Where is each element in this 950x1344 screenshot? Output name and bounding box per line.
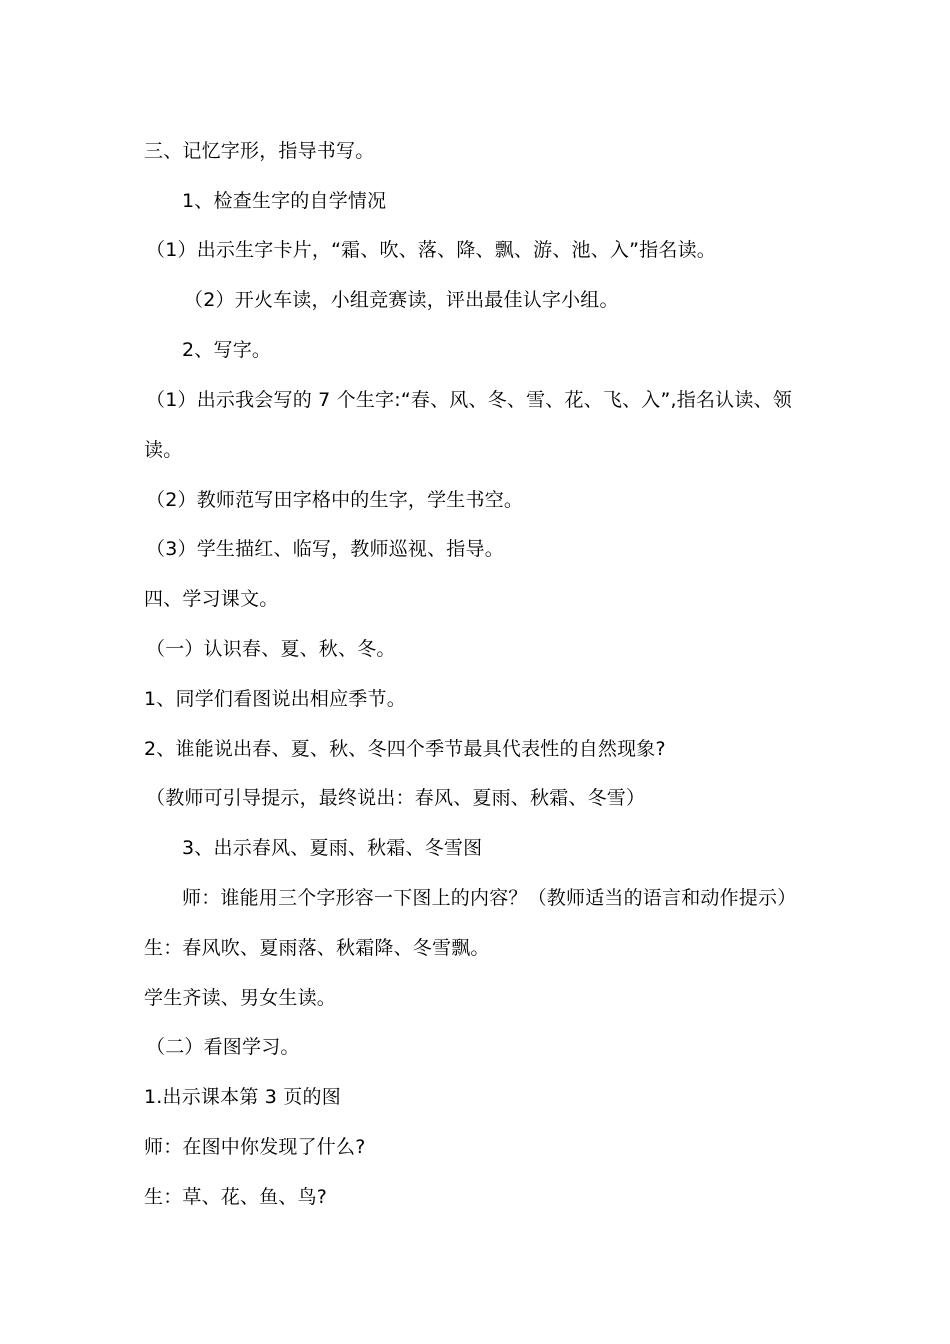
paragraph: 生：草、花、鱼、鸟? bbox=[144, 1186, 328, 1208]
subsection-heading: （一）认识春、夏、秋、冬。 bbox=[146, 638, 396, 660]
paragraph: 读。 bbox=[144, 439, 183, 461]
paragraph: 师：在图中你发现了什么? bbox=[144, 1136, 366, 1158]
paragraph: （教师可引导提示，最终说出：春风、夏雨、秋霜、冬雪） bbox=[146, 787, 646, 809]
paragraph: 学生齐读、男女生读。 bbox=[144, 987, 337, 1009]
paragraph: 师：谁能用三个字形容一下图上的内容？（教师适当的语言和动作提示） bbox=[182, 887, 797, 909]
paragraph: 2、谁能说出春、夏、秋、冬四个季节最具代表性的自然现象? bbox=[144, 738, 666, 760]
paragraph: （1）出示生字卡片，“霜、吹、落、降、飘、游、池、入”指名读。 bbox=[146, 239, 716, 261]
subsection-heading: （二）看图学习。 bbox=[146, 1036, 300, 1058]
paragraph: 2、写字。 bbox=[182, 339, 272, 361]
paragraph: 3、出示春风、夏雨、秋霜、冬雪图 bbox=[182, 837, 483, 859]
paragraph: 生：春风吹、夏雨落、秋霜降、冬雪飘。 bbox=[144, 937, 490, 959]
paragraph: （2）开火车读，小组竞赛读，评出最佳认字小组。 bbox=[184, 289, 619, 311]
paragraph: （3）学生描红、临写，教师巡视、指导。 bbox=[146, 538, 504, 560]
paragraph: 1、检查生字的自学情况 bbox=[182, 190, 387, 212]
paragraph: 1、同学们看图说出相应季节。 bbox=[144, 688, 406, 710]
paragraph: （1）出示我会写的 7 个生字:“春、风、冬、雪、花、飞、入”,指名认读、领 bbox=[146, 389, 792, 411]
paragraph: 1.出示课本第 3 页的图 bbox=[144, 1086, 341, 1108]
paragraph: （2）教师范写田字格中的生字，学生书空。 bbox=[146, 489, 524, 511]
section-heading-3: 三、记忆字形，指导书写。 bbox=[144, 140, 375, 162]
section-heading-4: 四、学习课文。 bbox=[144, 588, 279, 610]
